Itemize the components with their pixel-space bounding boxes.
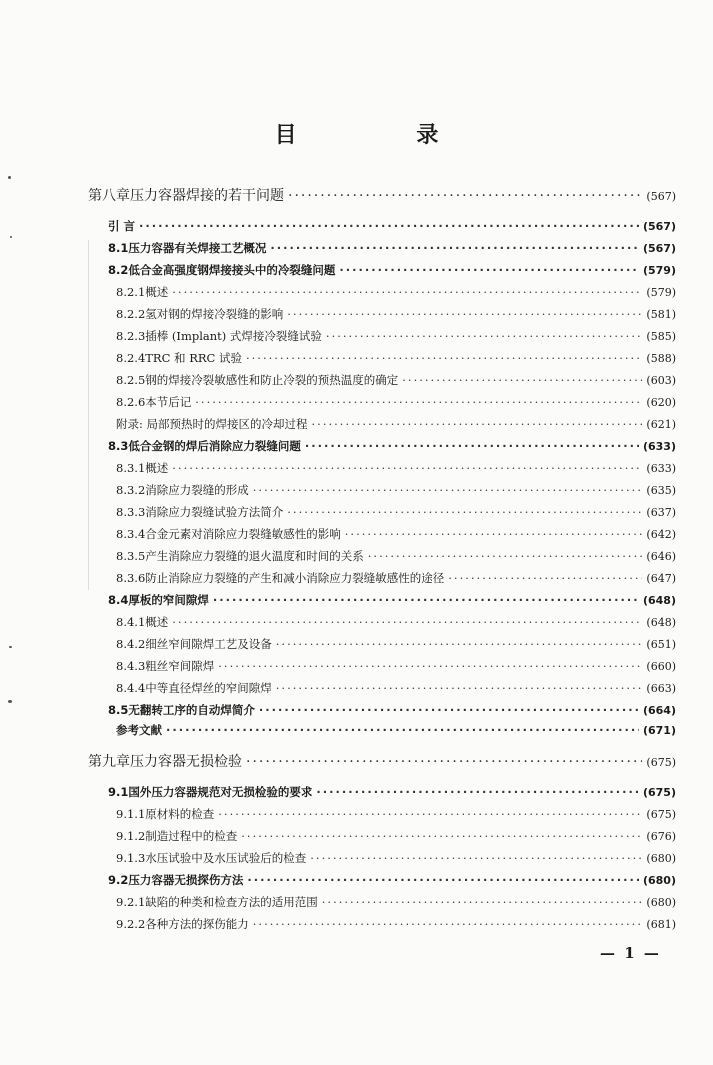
toc-entry-page: (603) xyxy=(646,374,676,387)
toc-entry xyxy=(88,186,676,207)
toc-leader-dots xyxy=(288,186,642,206)
toc-leader-dots xyxy=(172,284,642,300)
toc-leader-dots xyxy=(326,328,642,344)
toc-leader-dots xyxy=(172,614,642,630)
toc-entry-page: (646) xyxy=(646,550,676,563)
toc-entry-number: 9.1.2 xyxy=(116,829,146,843)
toc-entry-number: 8.3.2 xyxy=(116,483,146,497)
toc-entry xyxy=(108,218,676,235)
toc-entry-page: (675) xyxy=(646,756,676,769)
toc-entry-title: 压力容器无损检验 xyxy=(130,754,242,770)
toc-leader-dots xyxy=(172,460,642,476)
toc-entry-page: (637) xyxy=(646,506,676,519)
toc-entry-title: 插棒 (Implant) 式焊接冷裂缝试验 xyxy=(145,329,322,343)
toc-entry-page: (567) xyxy=(646,190,676,203)
toc-entry xyxy=(116,416,676,433)
toc-leader-dots xyxy=(195,394,642,410)
toc-entry xyxy=(108,438,676,455)
toc-entry-page: (621) xyxy=(646,418,676,431)
toc-entry-title: 中等直径焊丝的窄间隙焊 xyxy=(145,681,272,695)
toc-entry-title: 压力容器焊接的若干问题 xyxy=(130,188,284,204)
toc-leader-dots xyxy=(287,504,642,520)
toc-entry-number: 9.1.1 xyxy=(116,807,146,821)
toc-leader-dots xyxy=(213,592,639,608)
toc-entry-number: 8.2.3 xyxy=(116,329,146,343)
toc-entry-page: (680) xyxy=(646,896,676,909)
toc-entry xyxy=(108,702,676,719)
toc-leader-dots xyxy=(310,850,642,866)
toc-entry-page: (675) xyxy=(642,786,676,799)
toc-entry xyxy=(88,752,676,773)
toc-entry xyxy=(116,460,676,477)
toc-entry-page: (681) xyxy=(646,918,676,931)
toc-entry-number: 8.4.3 xyxy=(116,659,146,673)
toc-entry-title: 原材料的检查 xyxy=(145,807,215,821)
toc-leader-dots xyxy=(166,722,639,738)
scan-speck xyxy=(8,176,11,179)
toc-entry-number: 8.3.6 xyxy=(116,571,146,585)
toc-entry xyxy=(116,350,676,367)
toc-entry-number: 9.2.1 xyxy=(116,895,146,909)
toc-entry-number: 8.2 xyxy=(108,263,129,277)
toc-entry-title: 低合金高强度钢焊接接头中的冷裂缝问题 xyxy=(128,263,336,277)
toc-entry-title: 概述 xyxy=(145,615,169,629)
toc-entry-number: 第九章 xyxy=(88,754,130,770)
toc-leader-dots xyxy=(253,482,643,498)
toc-leader-dots xyxy=(276,680,643,696)
toc-entry-number: 8.1 xyxy=(108,241,129,255)
toc-entry-title: 本节后记 xyxy=(145,395,192,409)
toc-entry xyxy=(108,592,676,609)
toc-entry xyxy=(116,722,676,739)
toc-entry xyxy=(108,872,676,889)
toc-entry-page: (675) xyxy=(646,808,676,821)
toc-entry-number: 8.2.2 xyxy=(116,307,146,321)
toc-entry xyxy=(116,806,676,823)
toc-entry-page: (642) xyxy=(646,528,676,541)
toc-entry xyxy=(116,372,676,389)
toc-entry xyxy=(108,784,676,801)
toc-entry-page: (647) xyxy=(646,572,676,585)
toc-entry xyxy=(116,548,676,565)
toc-entry-page: (581) xyxy=(646,308,676,321)
toc-entry-number: 8.2.1 xyxy=(116,285,146,299)
toc-entry-number: 8.2.4 xyxy=(116,351,146,365)
toc-entry-title: 消除应力裂缝的形成 xyxy=(145,483,249,497)
toc-entry-number: 9.2.2 xyxy=(116,917,146,931)
toc-entry-page: (579) xyxy=(642,264,676,277)
toc-entry xyxy=(116,284,676,301)
toc-entry-page: (680) xyxy=(642,874,676,887)
toc-entry xyxy=(116,894,676,911)
toc-entry-number: 8.4 xyxy=(108,593,129,607)
toc-entry-title: 无翻转工序的自动焊简介 xyxy=(128,703,255,717)
toc-leader-dots xyxy=(259,702,639,718)
toc-leader-dots xyxy=(218,658,642,674)
toc-leader-dots xyxy=(247,872,639,888)
toc-entry-number: 8.4.2 xyxy=(116,637,146,651)
toc-entry-number: 8.3.4 xyxy=(116,527,146,541)
toc-entry-number: 9.1 xyxy=(108,785,129,799)
toc-entry-page: (648) xyxy=(646,616,676,629)
toc-entry-title: 概述 xyxy=(145,285,169,299)
toc-entry-page: (588) xyxy=(646,352,676,365)
toc-leader-dots xyxy=(448,570,642,586)
toc-entry-page: (585) xyxy=(646,330,676,343)
toc-entry-number: 8.3.1 xyxy=(116,461,146,475)
toc-entry-page: (648) xyxy=(642,594,676,607)
toc-entry-title: 制造过程中的检查 xyxy=(145,829,238,843)
toc-entry-number: 8.5 xyxy=(108,703,129,717)
toc-entry xyxy=(116,306,676,323)
toc-entry-title: 压力容器有关焊接工艺概况 xyxy=(128,241,267,255)
toc-leader-dots xyxy=(139,218,639,234)
toc-entry-number: 8.3 xyxy=(108,439,129,453)
toc-entry-number: 8.4.1 xyxy=(116,615,146,629)
toc-entry xyxy=(116,504,676,521)
toc-entry xyxy=(116,394,676,411)
toc-leader-dots xyxy=(339,262,639,278)
toc-entry-title: 参考文献 xyxy=(116,723,162,737)
toc-entry-page: (635) xyxy=(646,484,676,497)
toc-entry-title: 缺陷的种类和检查方法的适用范围 xyxy=(145,895,318,909)
toc-entry-page: (579) xyxy=(646,286,676,299)
toc-entry xyxy=(116,850,676,867)
scan-speck xyxy=(10,236,12,238)
toc-entry-title: 各种方法的探伤能力 xyxy=(145,917,249,931)
toc-entry-title: 产生消除应力裂缝的退火温度和时间的关系 xyxy=(145,549,364,563)
toc-entry xyxy=(108,262,676,279)
toc-entry-title: 低合金钢的焊后消除应力裂缝问题 xyxy=(128,439,301,453)
toc-entry-title: 引 言 xyxy=(108,219,136,233)
scan-speck xyxy=(9,646,12,648)
toc-entry-title: 国外压力容器规范对无损检验的要求 xyxy=(128,785,313,799)
toc-entry xyxy=(116,328,676,345)
toc-entry-number: 8.4.4 xyxy=(116,681,146,695)
toc-entry-title: 粗丝窄间隙焊 xyxy=(145,659,215,673)
toc-leader-dots xyxy=(276,636,643,652)
toc-entry-page: (633) xyxy=(646,462,676,475)
toc-entry-title: 合金元素对消除应力裂缝敏感性的影响 xyxy=(145,527,341,541)
toc-entry-title: 附录: 局部预热时的焊接区的冷却过程 xyxy=(116,417,308,431)
toc-entry-number: 8.2.6 xyxy=(116,395,146,409)
toc-entry xyxy=(116,636,676,653)
page-title: 目 录 xyxy=(274,122,495,148)
toc-entry-title: 氢对钢的焊接冷裂缝的影响 xyxy=(145,307,284,321)
toc-leader-dots xyxy=(241,828,642,844)
toc-entry-page: (680) xyxy=(646,852,676,865)
toc-entry-title: 水压试验中及水压试验后的检查 xyxy=(145,851,307,865)
toc-entry-title: 防止消除应力裂缝的产生和减小消除应力裂缝敏感性的途径 xyxy=(145,571,445,585)
toc-entry-title: 细丝窄间隙焊工艺及设备 xyxy=(145,637,272,651)
toc-entry xyxy=(116,680,676,697)
toc-entry-page: (567) xyxy=(642,242,676,255)
toc-entry-page: (664) xyxy=(642,704,676,717)
toc-entry xyxy=(116,658,676,675)
toc-entry xyxy=(116,916,676,933)
toc-entry-title: 钢的焊接冷裂敏感性和防止冷裂的预热温度的确定 xyxy=(145,373,399,387)
toc-leader-dots xyxy=(368,548,643,564)
toc-entry-title: 厚板的窄间隙焊 xyxy=(128,593,209,607)
toc-entry-page: (660) xyxy=(646,660,676,673)
toc-entry xyxy=(108,240,676,257)
toc-leader-dots xyxy=(270,240,639,256)
toc-entry xyxy=(116,570,676,587)
toc-entry-title: 压力容器无损探伤方法 xyxy=(128,873,244,887)
toc-leader-dots xyxy=(287,306,642,322)
toc-entry-number: 9.1.3 xyxy=(116,851,146,865)
toc-leader-dots xyxy=(316,784,639,800)
toc-entry xyxy=(116,828,676,845)
toc-entry xyxy=(116,614,676,631)
toc-entry-page: (567) xyxy=(642,220,676,233)
toc-entry-title: 概述 xyxy=(145,461,169,475)
toc-entry-page: (651) xyxy=(646,638,676,651)
toc-entry-page: (671) xyxy=(642,724,676,737)
toc-entry-number: 8.3.5 xyxy=(116,549,146,563)
page-number: — 1 — xyxy=(600,944,661,962)
toc-leader-dots xyxy=(322,894,643,910)
toc-leader-dots xyxy=(312,416,643,432)
toc-entry-number: 第八章 xyxy=(88,188,130,204)
scan-speck xyxy=(8,700,12,703)
toc-entry-number: 9.2 xyxy=(108,873,129,887)
toc-leader-dots xyxy=(246,350,642,366)
toc-entry-page: (633) xyxy=(642,440,676,453)
toc-entry-number: 8.3.3 xyxy=(116,505,146,519)
toc-entry-page: (676) xyxy=(646,830,676,843)
toc-entry-title: TRC 和 RRC 试验 xyxy=(145,351,242,365)
toc-entry xyxy=(116,526,676,543)
toc-entry-page: (620) xyxy=(646,396,676,409)
toc-leader-dots xyxy=(345,526,643,542)
toc-entry-number: 8.2.5 xyxy=(116,373,146,387)
toc-entry-page: (663) xyxy=(646,682,676,695)
toc-entry-title: 消除应力裂缝试验方法简介 xyxy=(145,505,284,519)
toc-leader-dots xyxy=(218,806,642,822)
toc-leader-dots xyxy=(402,372,642,388)
toc-entry xyxy=(116,482,676,499)
toc-leader-dots xyxy=(305,438,639,454)
scan-line xyxy=(88,240,89,590)
toc-leader-dots xyxy=(246,752,642,772)
toc-leader-dots xyxy=(253,916,643,932)
